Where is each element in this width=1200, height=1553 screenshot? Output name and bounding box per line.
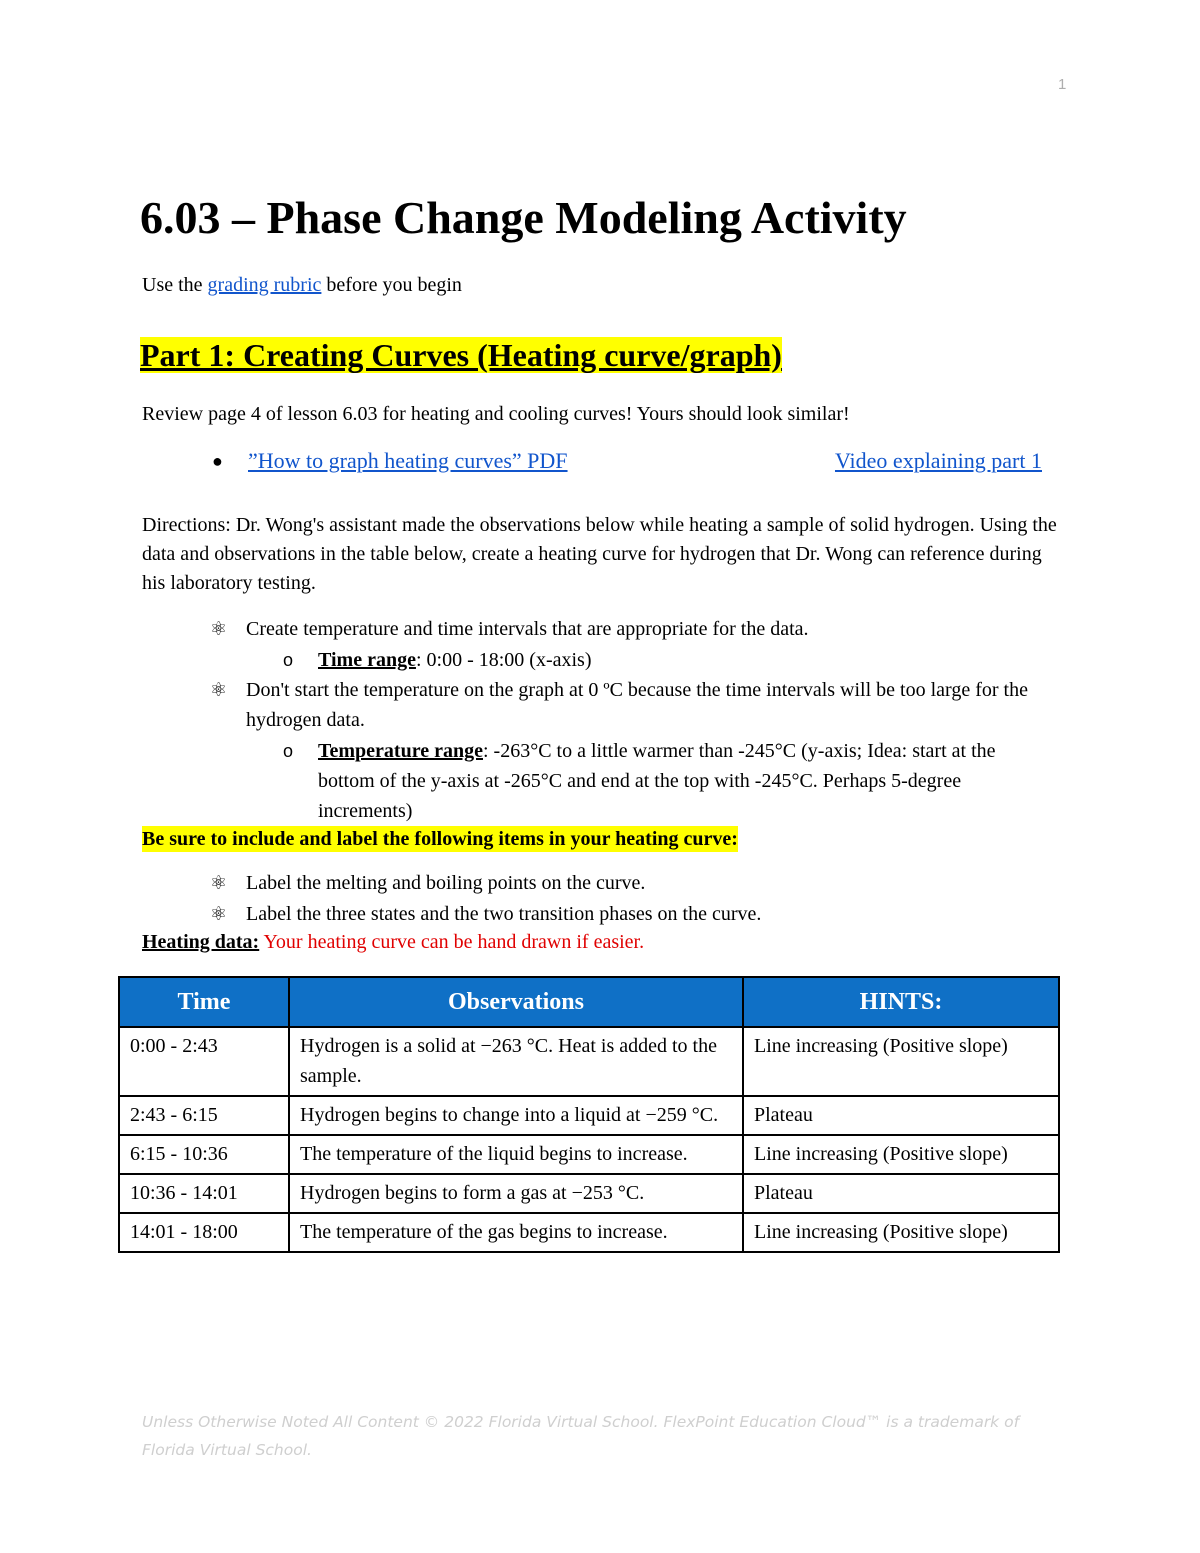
circle-bullet-icon: o bbox=[283, 741, 294, 761]
heating-data-table bbox=[118, 976, 1060, 1253]
directions-paragraph: Directions: Dr. Wong's assistant made the observations below while heating a sample of solid hydrogen. Using the data and observations in the table below, create a heating curve for hydrogen that Dr. Wong can reference during his laboratory testing. bbox=[142, 514, 1057, 594]
heating-curves-pdf-link[interactable]: ”How to graph heating curves” PDF bbox=[248, 448, 568, 473]
grading-rubric-link[interactable]: grading rubric bbox=[207, 274, 322, 296]
sub-item-time-range bbox=[283, 645, 1063, 675]
copyright-footer: Unless Otherwise Noted All Content © 2022 Florida Virtual School. FlexPoint Education Cloud™ is a trademark of Florida Virtual School. bbox=[142, 1413, 1020, 1459]
time-cell: 14:01 - 18:00 bbox=[119, 1213, 289, 1252]
item-text: Label the three states and the two transition phases on the curve. bbox=[246, 903, 762, 925]
item-text: Don't start the temperature on the graph at 0 ºC because the time intervals will be too large for the hydrogen data. bbox=[246, 679, 1028, 731]
table-row bbox=[119, 1135, 1059, 1174]
table-row bbox=[119, 1213, 1059, 1252]
be-sure-highlight: Be sure to include and label the following items in your heating curve: bbox=[142, 828, 738, 850]
intro-prefix: Use the bbox=[142, 274, 208, 296]
observation-cell: Hydrogen begins to change into a liquid at −259 °C. bbox=[289, 1096, 743, 1135]
atom-bullet-icon: ⚛ bbox=[210, 872, 228, 894]
atom-bullet-icon: ⚛ bbox=[210, 679, 228, 701]
header-observations: Observations bbox=[289, 977, 743, 1027]
time-cell: 6:15 - 10:36 bbox=[119, 1135, 289, 1174]
observation-cell: Hydrogen begins to form a gas at −253 °C. bbox=[289, 1174, 743, 1213]
bullet-icon: ● bbox=[212, 450, 223, 471]
observation-cell: Hydrogen is a solid at −263 °C. Heat is added to the sample. bbox=[289, 1027, 743, 1096]
hint-cell: Line increasing (Positive slope) bbox=[743, 1027, 1059, 1096]
header-hints: HINTS: bbox=[743, 977, 1059, 1027]
table-row bbox=[119, 1027, 1059, 1096]
heating-data-line bbox=[142, 931, 644, 954]
heating-data-label: Heating data: bbox=[142, 931, 260, 953]
hint-cell: Line increasing (Positive slope) bbox=[743, 1213, 1059, 1252]
observation-cell: The temperature of the liquid begins to increase. bbox=[289, 1135, 743, 1174]
checklist-item-melting-boiling bbox=[210, 868, 1070, 898]
atom-bullet-icon: ⚛ bbox=[210, 903, 228, 925]
sub-item-temperature-range bbox=[283, 736, 1043, 826]
header-time: Time bbox=[119, 977, 289, 1027]
time-range-text: : 0:00 - 18:00 (x-axis) bbox=[415, 649, 592, 671]
time-cell: 10:36 - 14:01 bbox=[119, 1174, 289, 1213]
temperature-range-label: Temperature range bbox=[318, 740, 483, 762]
table-row bbox=[119, 1174, 1059, 1213]
part1-heading-text: Part 1: Creating Curves (Heating curve/graph) bbox=[140, 337, 782, 373]
review-note: Review page 4 of lesson 6.03 for heating and cooling curves! Yours should look similar! bbox=[142, 403, 850, 425]
time-range-label: Time range bbox=[318, 649, 416, 671]
atom-bullet-icon: ⚛ bbox=[210, 618, 228, 640]
resource-links bbox=[212, 448, 1042, 474]
heating-data-note: Your heating curve can be hand drawn if easier. bbox=[259, 931, 645, 953]
part1-heading bbox=[140, 335, 782, 375]
page-number: 1 bbox=[1058, 76, 1067, 93]
item-text: Create temperature and time intervals that are appropriate for the data. bbox=[246, 618, 809, 640]
item-text: Label the melting and boiling points on the curve. bbox=[246, 872, 646, 894]
checklist-item-temperature-start bbox=[210, 675, 1070, 735]
hint-cell: Plateau bbox=[743, 1096, 1059, 1135]
table-row bbox=[119, 1096, 1059, 1135]
observation-cell: The temperature of the gas begins to increase. bbox=[289, 1213, 743, 1252]
circle-bullet-icon: o bbox=[283, 650, 294, 670]
time-cell: 2:43 - 6:15 bbox=[119, 1096, 289, 1135]
temperature-range-text: : -263°C to a little warmer than -245°C (y-axis; Idea: start at the bottom of the y-axis at -265°C and end at the top with -245°C. Perhaps 5-degree increments) bbox=[318, 740, 996, 822]
hint-cell: Line increasing (Positive slope) bbox=[743, 1135, 1059, 1174]
video-part1-link[interactable]: Video explaining part 1 bbox=[834, 448, 1042, 473]
checklist-item-intervals bbox=[210, 614, 1070, 644]
checklist-item-states bbox=[210, 899, 1070, 929]
page-title: 6.03 – Phase Change Modeling Activity bbox=[140, 192, 907, 243]
table-header-row bbox=[119, 977, 1059, 1027]
hint-cell: Plateau bbox=[743, 1174, 1059, 1213]
intro-line bbox=[142, 274, 462, 297]
intro-suffix: before you begin bbox=[321, 274, 462, 296]
time-cell: 0:00 - 2:43 bbox=[119, 1027, 289, 1096]
